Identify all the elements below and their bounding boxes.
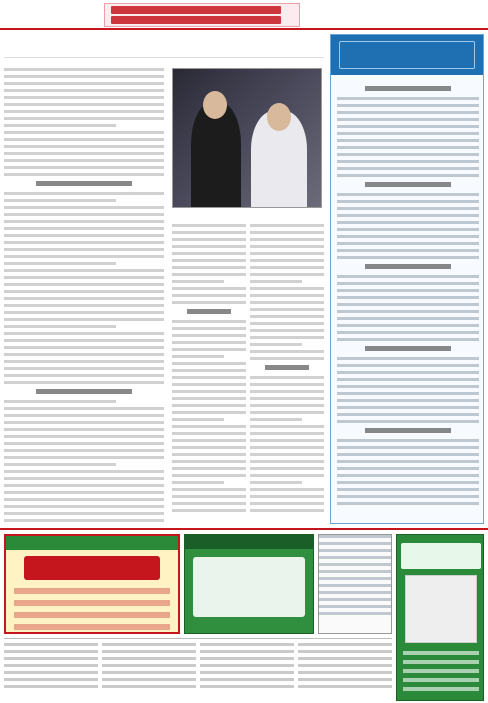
text-line-placeholder [337, 338, 479, 341]
text-line-placeholder [172, 252, 246, 255]
subhead-placeholder [365, 346, 450, 351]
text-line-placeholder [172, 280, 224, 283]
text-line-placeholder [298, 664, 392, 667]
text-line-placeholder [250, 287, 324, 290]
text-line-placeholder [337, 453, 479, 456]
text-line-placeholder [4, 248, 164, 251]
text-line-placeholder [172, 238, 246, 241]
text-line-placeholder [4, 145, 164, 148]
ad-weekly [4, 534, 180, 634]
text-line-placeholder [337, 385, 479, 388]
text-line-placeholder [337, 317, 479, 320]
text-line-placeholder [298, 643, 392, 646]
text-line-placeholder [337, 256, 479, 259]
text-line-placeholder [4, 124, 116, 127]
text-line-placeholder [172, 259, 246, 262]
banner-line-1 [111, 6, 291, 16]
text-line-placeholder [172, 362, 246, 365]
text-line-placeholder [4, 353, 164, 356]
text-line-placeholder [4, 360, 164, 363]
text-line-placeholder [4, 159, 164, 162]
text-line-placeholder [298, 650, 392, 653]
text-line-placeholder [250, 418, 302, 421]
text-line-placeholder [172, 495, 246, 498]
text-line-placeholder [4, 318, 164, 321]
classifieds [4, 638, 392, 701]
text-line-placeholder [4, 297, 164, 300]
text-line-placeholder [250, 502, 324, 505]
text-line-placeholder [250, 301, 324, 304]
text-line-placeholder [172, 502, 246, 505]
photo-figure-left-head [203, 91, 227, 119]
text-line-placeholder [4, 407, 164, 410]
article-column-1 [4, 68, 164, 518]
text-line-placeholder [250, 481, 302, 484]
text-line-placeholder [172, 390, 246, 393]
classifieds-column-1 [4, 643, 98, 699]
text-line-placeholder [4, 657, 98, 660]
text-line-placeholder [172, 439, 246, 442]
text-line-placeholder [337, 125, 479, 128]
article-column-3 [250, 224, 324, 518]
text-line-placeholder [4, 138, 164, 141]
text-line-placeholder [337, 104, 479, 107]
text-line-placeholder [250, 280, 302, 283]
cinema-listing [330, 34, 484, 524]
issue-info [304, 2, 484, 28]
text-line-placeholder [4, 685, 98, 688]
text-line-placeholder [4, 68, 164, 71]
text-line-placeholder [250, 439, 324, 442]
text-line-placeholder [337, 235, 479, 238]
article-headline [4, 42, 324, 58]
text-line-placeholder [4, 332, 164, 335]
text-line-placeholder [172, 446, 246, 449]
text-line-placeholder [319, 605, 391, 608]
text-line-placeholder [250, 376, 324, 379]
text-line-placeholder [4, 678, 98, 681]
photo-caption [172, 210, 322, 220]
text-line-placeholder [337, 420, 479, 423]
text-line-placeholder [319, 591, 391, 594]
ad-personal [184, 534, 314, 634]
advertisement-band [0, 528, 488, 703]
text-line-placeholder [4, 512, 164, 515]
text-line-placeholder [337, 282, 479, 285]
ad-personal-box [193, 557, 305, 617]
ad-weekly-title [24, 556, 160, 580]
text-line-placeholder [4, 220, 164, 223]
text-line-placeholder [4, 414, 164, 417]
text-line-placeholder [200, 664, 294, 667]
text-line-placeholder [337, 289, 479, 292]
text-line-placeholder [4, 477, 164, 480]
text-line-placeholder [4, 442, 164, 445]
text-line-placeholder [4, 117, 164, 120]
text-line-placeholder [337, 160, 479, 163]
text-line-placeholder [337, 399, 479, 402]
text-line-placeholder [337, 167, 479, 170]
text-line-placeholder [102, 678, 196, 681]
text-line-placeholder [4, 421, 164, 424]
text-line-placeholder [4, 400, 116, 403]
cinema-logo [339, 41, 475, 69]
text-line-placeholder [337, 207, 479, 210]
text-line-placeholder [337, 371, 479, 374]
text-line-placeholder [337, 193, 479, 196]
text-line-placeholder [4, 255, 164, 258]
text-line-placeholder [250, 273, 324, 276]
subhead-placeholder [365, 182, 450, 187]
text-line-placeholder [4, 519, 164, 522]
text-line-placeholder [172, 418, 224, 421]
text-line-placeholder [250, 308, 324, 311]
text-line-placeholder [102, 657, 196, 660]
text-line-placeholder [200, 650, 294, 653]
text-line-placeholder [4, 241, 164, 244]
text-line-placeholder [4, 367, 164, 370]
text-line-placeholder [4, 131, 164, 134]
newspaper-logo [4, 2, 100, 26]
text-line-placeholder [337, 249, 479, 252]
text-line-placeholder [200, 657, 294, 660]
text-line-placeholder [172, 301, 246, 304]
text-line-placeholder [337, 132, 479, 135]
text-line-placeholder [337, 200, 479, 203]
text-line-placeholder [337, 446, 479, 449]
text-line-placeholder [337, 488, 479, 491]
text-line-placeholder [4, 269, 164, 272]
text-line-placeholder [337, 153, 479, 156]
text-line-placeholder [4, 152, 164, 155]
text-line-placeholder [4, 491, 164, 494]
text-line-placeholder [172, 481, 224, 484]
text-line-placeholder [250, 315, 324, 318]
text-line-placeholder [4, 428, 164, 431]
text-line-placeholder [172, 245, 246, 248]
text-line-placeholder [172, 488, 246, 491]
masthead [0, 0, 488, 30]
text-line-placeholder [250, 343, 302, 346]
text-line-placeholder [172, 369, 246, 372]
text-line-placeholder [4, 463, 116, 466]
subhead-placeholder [365, 86, 450, 91]
photo-figure-right-head [267, 103, 291, 131]
text-line-placeholder [337, 174, 479, 177]
text-line-placeholder [250, 397, 324, 400]
text-line-placeholder [172, 231, 246, 234]
text-line-placeholder [172, 467, 246, 470]
text-line-placeholder [250, 294, 324, 297]
text-line-placeholder [4, 498, 164, 501]
text-line-placeholder [250, 446, 324, 449]
text-line-placeholder [250, 460, 324, 463]
text-line-placeholder [200, 671, 294, 674]
text-line-placeholder [250, 266, 324, 269]
text-line-placeholder [337, 111, 479, 114]
text-line-placeholder [4, 110, 164, 113]
text-line-placeholder [4, 166, 164, 169]
text-line-placeholder [172, 224, 246, 227]
subhead-placeholder [265, 365, 309, 370]
text-line-placeholder [4, 346, 164, 349]
text-line-placeholder [172, 266, 246, 269]
text-line-placeholder [172, 355, 224, 358]
text-line-placeholder [337, 413, 479, 416]
text-line-placeholder [250, 488, 324, 491]
text-line-placeholder [337, 502, 479, 505]
text-line-placeholder [337, 331, 479, 334]
text-line-placeholder [319, 563, 391, 566]
subhead-placeholder [187, 309, 231, 314]
text-line-placeholder [337, 118, 479, 121]
text-line-placeholder [4, 173, 164, 176]
text-line-placeholder [250, 259, 324, 262]
text-line-placeholder [337, 495, 479, 498]
text-line-placeholder [4, 650, 98, 653]
text-line-placeholder [337, 406, 479, 409]
text-line-placeholder [4, 304, 164, 307]
classifieds-column-2 [102, 643, 196, 699]
text-line-placeholder [250, 252, 324, 255]
cinema-header [331, 35, 483, 75]
text-line-placeholder [172, 397, 246, 400]
text-line-placeholder [319, 556, 391, 559]
text-line-placeholder [319, 612, 391, 615]
text-line-placeholder [250, 231, 324, 234]
text-line-placeholder [250, 224, 324, 227]
text-line-placeholder [4, 325, 116, 328]
text-line-placeholder [200, 678, 294, 681]
text-line-placeholder [4, 311, 164, 314]
text-line-placeholder [337, 364, 479, 367]
text-line-placeholder [337, 378, 479, 381]
article-column-2 [172, 224, 246, 518]
text-line-placeholder [172, 453, 246, 456]
text-line-placeholder [337, 481, 479, 484]
text-line-placeholder [4, 227, 164, 230]
text-line-placeholder [298, 657, 392, 660]
text-line-placeholder [250, 322, 324, 325]
text-line-placeholder [4, 192, 164, 195]
text-line-placeholder [102, 643, 196, 646]
text-line-placeholder [172, 509, 246, 512]
text-line-placeholder [298, 678, 392, 681]
text-line-placeholder [4, 643, 98, 646]
text-line-placeholder [319, 535, 391, 538]
text-line-placeholder [337, 146, 479, 149]
banner-line-2 [111, 16, 291, 26]
text-line-placeholder [337, 357, 479, 360]
subhead-placeholder [365, 264, 450, 269]
text-line-placeholder [200, 643, 294, 646]
text-line-placeholder [250, 411, 324, 414]
text-line-placeholder [4, 283, 164, 286]
text-line-placeholder [319, 542, 391, 545]
main-article [4, 34, 324, 524]
showtimes-list [337, 81, 479, 521]
text-line-placeholder [250, 509, 324, 512]
text-line-placeholder [337, 139, 479, 142]
text-line-placeholder [337, 460, 479, 463]
text-line-placeholder [4, 664, 98, 667]
text-line-placeholder [250, 495, 324, 498]
text-line-placeholder [337, 392, 479, 395]
text-line-placeholder [337, 242, 479, 245]
text-line-placeholder [172, 334, 246, 337]
masthead-ad-banner [104, 3, 300, 27]
text-line-placeholder [337, 228, 479, 231]
text-line-placeholder [172, 320, 246, 323]
text-line-placeholder [172, 287, 246, 290]
text-line-placeholder [102, 664, 196, 667]
text-line-placeholder [250, 238, 324, 241]
text-line-placeholder [319, 598, 391, 601]
text-line-placeholder [172, 411, 246, 414]
ad-tutoring-details [403, 651, 479, 696]
text-line-placeholder [250, 245, 324, 248]
text-line-placeholder [172, 425, 246, 428]
text-line-placeholder [102, 685, 196, 688]
text-line-placeholder [172, 294, 246, 297]
text-line-placeholder [337, 97, 479, 100]
text-line-placeholder [4, 103, 164, 106]
text-line-placeholder [4, 82, 164, 85]
text-line-placeholder [319, 577, 391, 580]
text-line-placeholder [319, 570, 391, 573]
text-line-placeholder [4, 435, 164, 438]
text-line-placeholder [172, 404, 246, 407]
text-line-placeholder [4, 213, 164, 216]
text-line-placeholder [298, 671, 392, 674]
article-photo [172, 68, 322, 208]
text-line-placeholder [172, 376, 246, 379]
subhead-placeholder [36, 389, 132, 394]
text-line-placeholder [250, 425, 324, 428]
classifieds-column-3 [200, 643, 294, 699]
text-line-placeholder [4, 470, 164, 473]
text-line-placeholder [102, 650, 196, 653]
text-line-placeholder [4, 381, 164, 384]
subhead-placeholder [36, 181, 132, 186]
text-line-placeholder [4, 456, 164, 459]
text-line-placeholder [250, 474, 324, 477]
text-line-placeholder [337, 214, 479, 217]
text-line-placeholder [319, 584, 391, 587]
text-line-placeholder [172, 273, 246, 276]
text-line-placeholder [172, 348, 246, 351]
ad-weekly-details [14, 588, 170, 636]
text-line-placeholder [172, 383, 246, 386]
text-line-placeholder [4, 234, 164, 237]
text-line-placeholder [337, 303, 479, 306]
text-line-placeholder [4, 290, 164, 293]
subhead-placeholder [365, 428, 450, 433]
text-line-placeholder [250, 383, 324, 386]
ad-tutoring-title [401, 543, 481, 569]
ad-weekly-header [6, 536, 178, 550]
text-line-placeholder [102, 671, 196, 674]
text-line-placeholder [250, 357, 324, 360]
ad-small-notice [318, 534, 392, 634]
text-line-placeholder [298, 685, 392, 688]
text-line-placeholder [172, 432, 246, 435]
text-line-placeholder [337, 296, 479, 299]
text-line-placeholder [4, 374, 164, 377]
classifieds-column-4 [298, 643, 392, 699]
text-line-placeholder [4, 89, 164, 92]
text-line-placeholder [172, 327, 246, 330]
text-line-placeholder [250, 336, 324, 339]
text-line-placeholder [319, 549, 391, 552]
ad-tutoring-photo [405, 575, 477, 643]
text-line-placeholder [4, 276, 164, 279]
text-line-placeholder [4, 449, 164, 452]
text-line-placeholder [337, 324, 479, 327]
text-line-placeholder [200, 685, 294, 688]
text-line-placeholder [4, 96, 164, 99]
text-line-placeholder [250, 432, 324, 435]
text-line-placeholder [250, 350, 324, 353]
text-line-placeholder [4, 505, 164, 508]
text-line-placeholder [4, 75, 164, 78]
text-line-placeholder [4, 206, 164, 209]
ad-personal-header [185, 535, 313, 549]
ad-tutoring [396, 534, 484, 701]
text-line-placeholder [172, 460, 246, 463]
text-line-placeholder [337, 467, 479, 470]
text-line-placeholder [250, 390, 324, 393]
text-line-placeholder [337, 221, 479, 224]
text-line-placeholder [250, 329, 324, 332]
text-line-placeholder [4, 339, 164, 342]
text-line-placeholder [4, 199, 116, 202]
text-line-placeholder [337, 474, 479, 477]
text-line-placeholder [337, 439, 479, 442]
text-line-placeholder [172, 341, 246, 344]
text-line-placeholder [337, 275, 479, 278]
text-line-placeholder [4, 671, 98, 674]
text-line-placeholder [4, 262, 116, 265]
text-line-placeholder [337, 310, 479, 313]
text-line-placeholder [250, 467, 324, 470]
text-line-placeholder [250, 404, 324, 407]
text-line-placeholder [172, 474, 246, 477]
text-line-placeholder [250, 453, 324, 456]
text-line-placeholder [4, 484, 164, 487]
